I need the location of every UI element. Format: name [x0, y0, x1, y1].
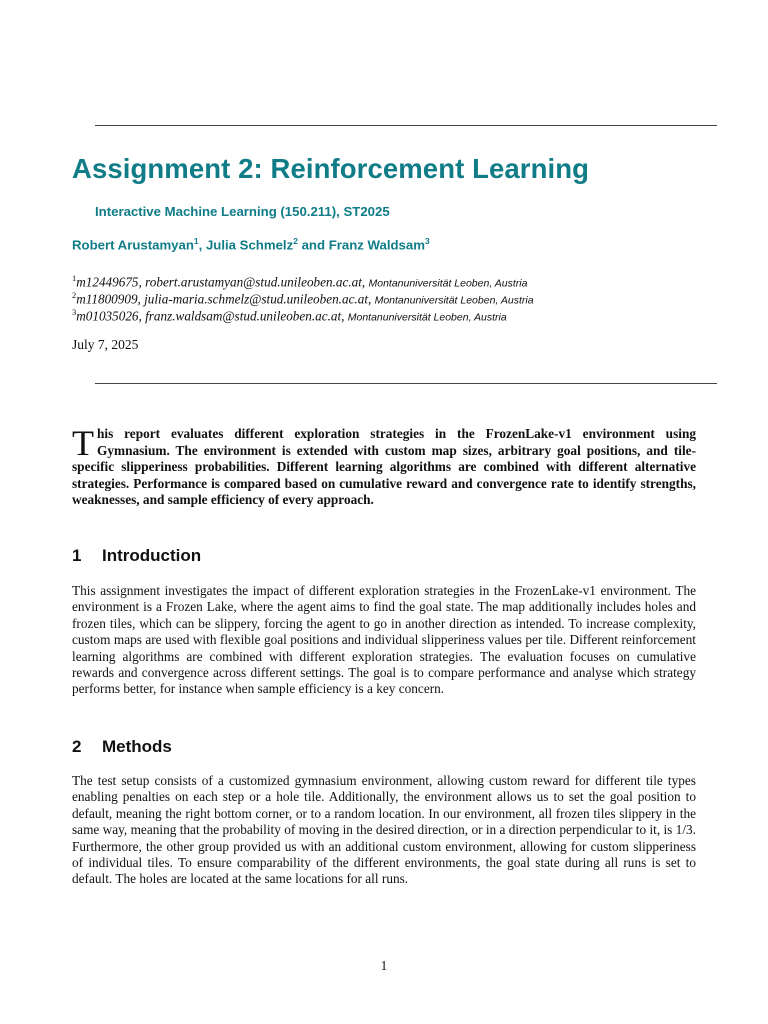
affiliation-list — [72, 270, 534, 324]
author-separator: , — [198, 237, 206, 253]
author-name: Franz Waldsam — [328, 237, 425, 253]
affiliation-mark: 3 — [72, 307, 77, 317]
course-subtitle: Interactive Machine Learning (150.211), ST2025 — [95, 204, 390, 219]
author-affiliation-mark: 3 — [424, 236, 430, 246]
affiliation-institution: Montanuniversität Leoben, Austria — [374, 294, 534, 307]
section-title: Methods — [102, 737, 172, 756]
author-name: Robert Arustamyan — [72, 237, 194, 253]
page-title: Assignment 2: Reinforcement Learning — [72, 153, 590, 184]
affiliation-ids: m11800909, julia-maria.schmelz@stud.unileoben.ac.at, — [76, 291, 372, 307]
author-list — [72, 236, 430, 252]
section-number: 1 — [72, 546, 82, 565]
affiliation-institution: Montanuniversität Leoben, Austria — [368, 277, 528, 290]
abstract-text: his report evaluates different exploration strategies in the FrozenLake-v1 environment using Gymnasium. The environment is extended with custom map sizes, arbitrary goal positions, and tile-specific slipperiness probabilities. Different learning algorithms are combined with different alternative strategies. Performance is compared based on cumulative reward and convergence rate to identify strengths, weaknesses, and sample efficiency of every approach. — [72, 426, 696, 508]
author-affiliation-mark: 2 — [293, 236, 298, 246]
affiliation-line — [72, 287, 534, 307]
methods-paragraph: The test setup consists of a customized gymnasium environment, allowing custom reward for different tile types enabling penalties on each step or a hole tile. Additionally, the environment allows us to set the goal position to default, meaning the right bottom corner, or to a random location. In our environment, all frozen tiles slippery in the same way, meaning that the probability of moving in the desired direction, or in a direction perpendicular to it, is 1/3. Furthermore, the other group provided us with an additional custom environment, allowing for custom slipperiness of individual tiles. To ensure comparability of the different environments, the goal state during all runs is set to default. The holes are located at the same locations for all runs. — [72, 773, 696, 887]
affiliation-mark: 1 — [72, 273, 77, 283]
section-title: Introduction — [102, 546, 202, 565]
affiliation-line — [72, 270, 534, 290]
section-heading-methods — [72, 737, 172, 757]
affiliation-mark: 2 — [72, 290, 77, 300]
author-separator: and — [297, 237, 329, 253]
affiliation-ids: m12449675, robert.arustamyan@stud.unileoben.ac.at, — [76, 274, 366, 290]
introduction-paragraph: This assignment investigates the impact of different exploration strategies in the FrozenLake-v1 environment. The environment is a Frozen Lake, where the agent aims to find the goal state. The map additionally includes holes and frozen tiles, which can be slippery, forcing the agent to go in another direction as intended. To increase complexity, custom maps are used with flexible goal positions and individual slipperiness values per tile. Different reinforcement learning algorithms are combined with different exploration strategies. The evaluation focuses on cumulative rewards and convergence across different settings. The goal is to compare performance and analyse which strategy performs better, for instance when sample efficiency is a key concern. — [72, 583, 696, 697]
top-rule — [95, 125, 717, 126]
page-number: 1 — [380, 958, 388, 973]
affiliation-institution: Montanuniversität Leoben, Austria — [347, 311, 507, 324]
section-number: 2 — [72, 737, 82, 756]
publication-date: July 7, 2025 — [72, 337, 139, 352]
abstract-dropcap: T — [72, 423, 94, 463]
abstract — [72, 423, 696, 509]
affiliation-ids: m01035026, franz.waldsam@stud.unileoben.ac.at, — [76, 308, 345, 324]
author-name: Julia Schmelz — [205, 237, 294, 253]
author-affiliation-mark: 1 — [193, 236, 199, 246]
affiliation-line — [72, 304, 534, 324]
section-heading-introduction — [72, 546, 201, 566]
bottom-rule — [95, 383, 717, 384]
